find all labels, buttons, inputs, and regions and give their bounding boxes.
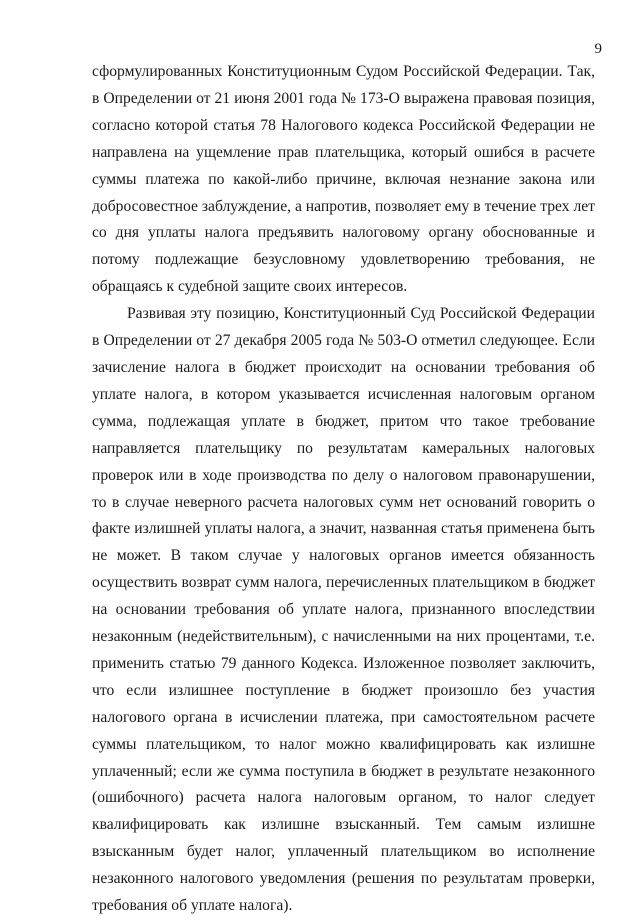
- paragraph-determination-503: Развивая эту позицию, Конституционный Суд Российской Федерации в Определении от 27 декабря 2005 года № 503-О отметил следующее. Если зачисление налога в бюджет происходит на основании требования об уплате налога, в котором указывается исчисленная налоговым органом сумма, подлежащая уплате в бюджет, притом что такое требование направляется плательщику по результатам камеральных налоговых проверок или в ходе производства по делу о налоговом правонарушении, то в случае неверного расчета налоговых сумм нет оснований говорить о факте излишней уплаты налога, а значит, названная статья применена быть не может. В таком случае у налоговых органов имеется обязанность осуществить возврат сумм налога, перечисленных плательщиком в бюджет на основании требования об уплате налога, признанного впоследствии незаконным (недействительным), с начисленными на них процентами, т.е. применить статью 79 данного Кодекса. Изложенное позволяет заключить, что если излишнее поступление в бюджет произошло без участия налогового органа в исчислении платежа, при самостоятельном расчете суммы плательщиком, то налог можно квалифицировать как излишне уплаченный; если же сумма поступила в бюджет в результате незаконного (ошибочного) расчета налога налоговым органом, то налог следует квалифицировать как излишне взысканный. Тем самым излишне взысканным будет налог, уплаченный плательщиком во исполнение незаконного налогового уведомления (решения по результатам проверки, требования об уплате налога).: [92, 305, 595, 915]
- page-number: 9: [594, 41, 602, 57]
- paragraph-continued: сформулированных Конституционным Судом Российской Федерации. Так, в Определении от 21 июня 2001 года № 173-О выражена правовая позиция, согласно которой статья 78 Налогового кодекса Российской Федерации не направлена на ущемление прав плательщика, который ошибся в расчете суммы платежа по какой-либо причине, включая незнание закона или добросовестное заблуждение, а напротив, позволяет ему в течение трех лет со дня уплаты налога предъявить налоговому органу обоснованные и потому подлежащие безусловному удовлетворению требования, не обращаясь к судебной защите своих интересов.: [92, 63, 595, 296]
- document-body: [92, 59, 595, 920]
